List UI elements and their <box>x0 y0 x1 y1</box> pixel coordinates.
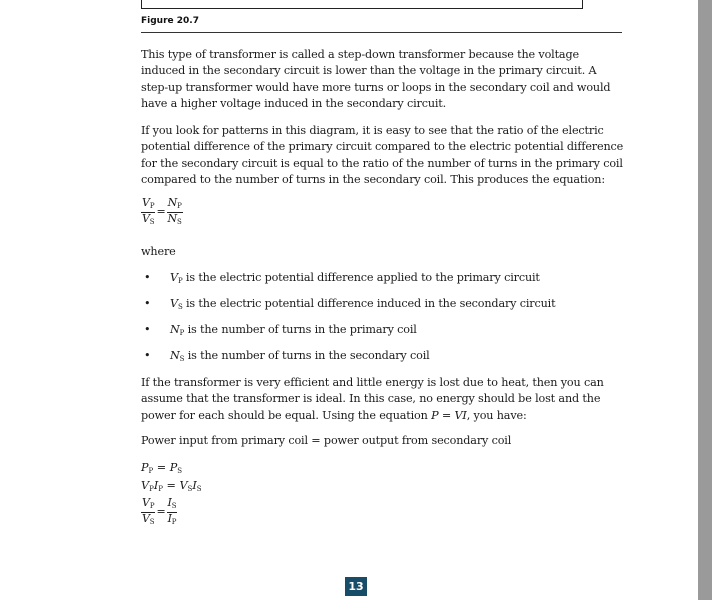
paragraph-step-down: This type of transformer is called a step-down transformer because the voltage induced in the secondary circuit is lower than the voltage in the primary circuit. A step-up transformer would have more turns or loops in the secondary coil and would have a higher voltage induced in the secondary circuit. <box>141 48 611 111</box>
equation-power-equal: $P_P = P_S$ <box>141 461 183 475</box>
figure-frame <box>141 0 583 9</box>
fraction-voltage: $\frac{V_P}{V_S}$ <box>142 496 155 526</box>
equation-vi-equal: $V_PI_P = V_SI_S$ <box>141 479 202 493</box>
fraction-voltage: $\frac{V_P}{V_S}$ <box>142 196 155 226</box>
equation-voltage-turns-ratio: $\frac{V_P}{V_S}$ = $\frac{N_P}{N_S}$ <box>142 196 182 226</box>
paragraph-power-balance: Power input from primary coil = power output from secondary coil <box>141 434 512 447</box>
page-number-badge: 13 <box>345 577 367 596</box>
fraction-turns: $\frac{N_P}{N_S}$ <box>167 196 182 226</box>
viewer-background <box>698 0 712 600</box>
figure-divider <box>141 32 622 33</box>
paragraph-ideal-transformer: If the transformer is very efficient and little energy is lost due to heat, then you can assume that the transformer is ideal. In this case, no energy should be lost and the power for each should be equal. Using the equation P = VI, you have: <box>141 376 604 422</box>
where-label: where <box>141 245 176 258</box>
fraction-current: $\frac{I_S}{I_P}$ <box>167 496 177 526</box>
figure-caption: Figure 20.7 <box>141 16 199 26</box>
equation-voltage-current-ratio: $\frac{V_P}{V_S}$ = $\frac{I_S}{I_P}$ <box>142 496 177 526</box>
document-page: Figure 20.7 This type of transformer is called a step-down transformer because the voltage induced in the secondary circuit is lower than the voltage in the primary circuit. A step-up transformer would have more turns or loops in the secondary coil and would have a higher voltage induced in the secondary circuit. If you look for patterns in this diagram, it is easy to see that the ratio of the electric potential difference of the primary circuit compared to the electric potential difference for the secondary circuit is equal to the ratio of the number of turns in the primary coil compared to the number of turns in the secondary coil. This produces the equation: $\frac{V_P}{V_S}$ = $\frac{N_P}{N_S}$ where • $V_P$ is the electric potential difference applied to the primary circuit • $V_S$ is the electric potential difference induced in the secondary circuit • $N_P$ is the number of turns in the primary coil • $N_S$ is the number of turns in the secondary coil If the transformer is very efficient and little energy is lost due to heat, then you can assume that the transformer is ideal. In this case, no energy should be lost and the power for each should be equal. Using the equation P = VI, you have: Power input from primary coil = power output from secondary coil $P_P = P_S$ $V_PI_P = V_SI_S$ $\frac{V_P}{V_S}$ = $\frac{I_S}{I_P}$ 13 <box>0 0 698 600</box>
paragraph-ratio-pattern: If you look for patterns in this diagram, it is easy to see that the ratio of the electric potential difference of the primary circuit compared to the electric potential difference for the secondary circuit is equal to the ratio of the number of turns in the primary coil compared to the number of turns in the secondary coil. This produces the equation: <box>141 124 624 187</box>
